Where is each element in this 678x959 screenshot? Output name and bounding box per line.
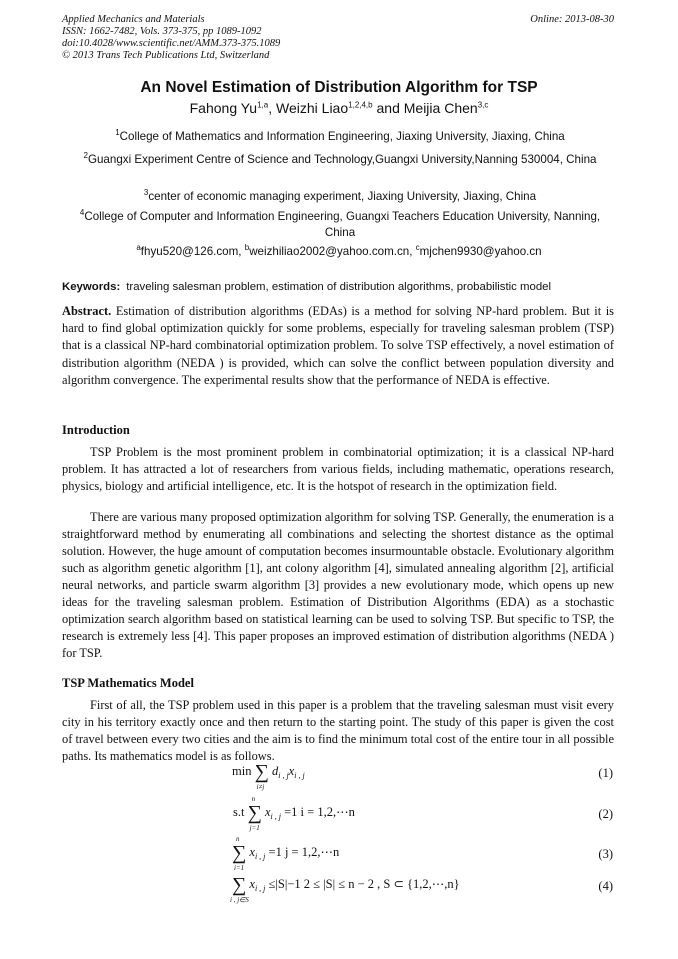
equation-body — [233, 795, 355, 832]
author-affiliation-mark: 1,2,4,b — [348, 100, 373, 110]
section-heading-tsp-model: TSP Mathematics Model — [62, 676, 194, 690]
keywords-label: Keywords: — [62, 281, 121, 293]
equation-term: d — [271, 764, 279, 778]
intro-paragraph: TSP Problem is the most prominent problem in combinatorial optimization; it is a classical NP-hard problem. It has attracted a lot of researchers from various fields, including mathematic, operations research, physics, biology and artificial intelligence, etc. It is the hotspot of research in the optimization field. — [62, 445, 614, 493]
equation-condition: =1 j = 1,2,⋯n — [265, 845, 340, 859]
keywords — [62, 281, 622, 293]
affiliation-mark: 2 — [83, 151, 88, 161]
equation-body — [230, 874, 460, 904]
equation-term: x — [249, 845, 255, 859]
equation-number: (2) — [598, 807, 613, 821]
equation-term: x — [249, 877, 255, 891]
author-emails — [40, 245, 638, 258]
equation-subscript: i , j — [270, 812, 281, 821]
equation-subscript: i , j — [278, 771, 289, 780]
journal-header — [62, 14, 614, 62]
equation-condition: ≤|S|−1 2 ≤ |S| ≤ n − 2 , S ⊂ {1,2,⋯,n} — [265, 877, 460, 891]
sum-upper-limit: n — [251, 795, 256, 803]
equation-subscript: i , j — [254, 884, 266, 893]
equation-number: (4) — [598, 879, 613, 893]
affiliation-text: College of Computer and Information Engineering, Guangxi Teachers Education University, Nanning, China — [84, 210, 601, 239]
affiliation — [74, 209, 606, 241]
email-link[interactable]: fhyu520@126.com, — [140, 245, 245, 258]
affiliation-mark: 3 — [143, 188, 149, 198]
author-line — [0, 100, 678, 116]
equation-prefix: s.t — [233, 805, 245, 819]
equation-number: (1) — [598, 766, 613, 780]
affiliation-mark: 4 — [79, 208, 85, 218]
sum-upper-limit: n — [236, 835, 240, 843]
abstract — [62, 303, 614, 389]
equation — [0, 835, 678, 873]
email-mark: b — [244, 243, 250, 253]
equation — [0, 875, 678, 905]
author-name: Meijia Chen — [403, 100, 478, 116]
abstract-text: Estimation of distribution algorithms (EDAs) is a method for solving NP-hard problem. But it is hard to find global optimization quickly for some problems, especially for traveling salesman problem (TSP) that is a classical NP-hard combinatorial optimization problem. To solve TSP effectively, a novel estimation of distribution algorithm (NEDA ) is provided, which can solve the conflict between population diversity and algorithm convergence. The experimental results show that the performance of NEDA is effective. — [62, 304, 614, 387]
equation-body — [232, 761, 305, 791]
tsp-paragraph: First of all, the TSP problem used in this paper is a problem that the traveling salesman must visit every city in his territory exactly once and then return to the starting point. The study of this paper is given the cost of travel between every two cities and the aim is to find the minimum total cost of the entire tour in all possible paths. Its mathematics model is as follows. — [62, 698, 614, 763]
equation-number: (3) — [598, 847, 613, 861]
journal-name: Applied Mechanics and Materials — [62, 14, 205, 25]
equation-condition: =1 i = 1,2,⋯n — [281, 805, 355, 819]
equation-term: x — [288, 764, 295, 778]
author-affiliation-mark: 1,a — [257, 100, 269, 110]
sum-symbol: ∑ — [232, 842, 247, 864]
equation — [0, 762, 678, 792]
sum-lower-limit: i≠j — [256, 783, 265, 791]
affiliation — [74, 152, 606, 168]
equation — [0, 795, 678, 833]
affiliation-text: Guangxi Experiment Centre of Science and Technology,Guangxi University,Nanning 530004, China — [87, 153, 597, 166]
email-mark: c — [415, 243, 420, 253]
sum-symbol: ∑ — [247, 802, 262, 824]
doi-line[interactable]: doi:10.4028/www.scientific.net/AMM.373-375.1089 — [62, 38, 281, 49]
sum-lower-limit: j=1 — [249, 824, 260, 832]
sum-symbol: ∑ — [232, 874, 247, 896]
author-name: Fahong Yu — [189, 100, 258, 116]
equation-subscript: i , j — [254, 852, 266, 861]
author-and: and — [372, 100, 404, 116]
email-link[interactable]: mjchen9930@yahoo.cn — [419, 245, 542, 258]
paper-title: An Novel Estimation of Distribution Algorithm for TSP — [140, 79, 538, 96]
email-mark: a — [136, 243, 141, 253]
affiliation-text: center of economic managing experiment, Jiaxing University, Jiaxing, China — [148, 190, 537, 203]
issn-line: ISSN: 1662-7482, Vols. 373-375, pp 1089-1092 — [62, 26, 262, 37]
affiliation — [74, 189, 606, 205]
keywords-text: traveling salesman problem, estimation of distribution algorithms, probabilistic model — [126, 281, 552, 293]
author-separator: , — [268, 100, 277, 116]
affiliation — [74, 129, 606, 145]
abstract-label: Abstract. — [62, 304, 112, 318]
online-date: Online: 2013-08-30 — [530, 14, 614, 25]
author-affiliation-mark: 3,c — [477, 100, 489, 110]
section-heading-introduction: Introduction — [62, 423, 130, 437]
sum-symbol: ∑ — [254, 761, 269, 783]
intro-paragraph: There are various many proposed optimization algorithm for solving TSP. Generally, the enumeration is a straightforward method by enumerating all combinations and selecting the shortest distance as the optimal solution. However, the huge amount of computation becomes insurmountable obstacle. Evolutionary algorithm such as algorithm genetic algorithm [1], ant colony algorithm [4], simulated annealing algorithm [2], artificial neural networks, and particle swarm algorithm [3] provides a new evolutionary mode, which opens up new ideas for the traveling salesman problem. Estimation of Distribution Algorithms (EDA) as a stochastic optimization search algorithm based on statistical learning can be used to solving TSP. But specific to TSP, the research is extremely less [4]. This paper proposes an improved estimation of distribution algorithms (NEDA ) for TSP. — [62, 510, 614, 660]
email-link[interactable]: weizhiliao2002@yahoo.com.cn, — [249, 245, 416, 258]
copyright-line: © 2013 Trans Tech Publications Ltd, Switzerland — [62, 50, 270, 61]
author-name: Weizhi Liao — [276, 100, 349, 116]
equation-prefix: min — [232, 764, 252, 778]
equation-term: x — [264, 805, 271, 819]
equation-subscript: i , j — [294, 771, 305, 780]
sum-lower-limit: i , j∈S — [230, 896, 249, 904]
affiliation-mark: 1 — [115, 128, 120, 138]
equation-body — [232, 835, 340, 872]
sum-lower-limit: i=1 — [234, 864, 245, 872]
affiliation-text: College of Mathematics and Information Engineering, Jiaxing University, Jiaxing, China — [119, 130, 565, 143]
